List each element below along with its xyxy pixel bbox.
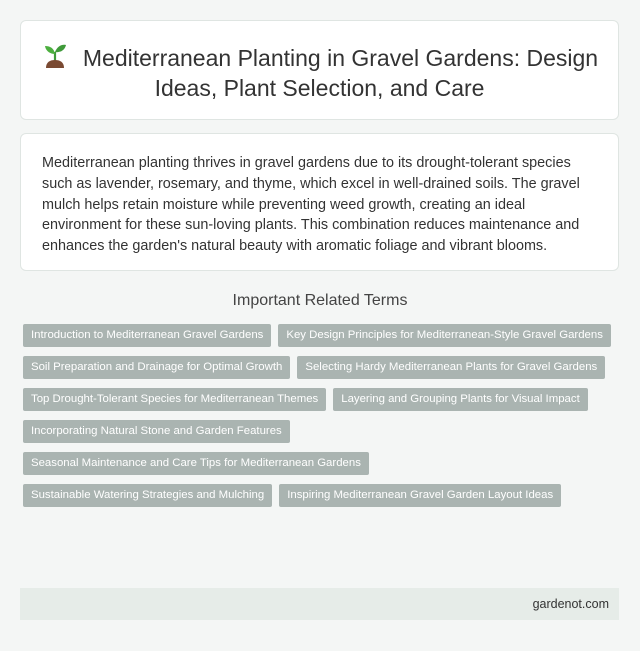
related-term-tag[interactable]: Introduction to Mediterranean Gravel Gardens (23, 324, 271, 347)
related-terms-list (23, 324, 623, 507)
sprout-icon (41, 43, 69, 69)
footer-site-link[interactable]: gardenot.com (532, 597, 609, 611)
related-term-tag[interactable]: Inspiring Mediterranean Gravel Garden Layout Ideas (279, 484, 561, 507)
related-term-tag[interactable]: Incorporating Natural Stone and Garden Features (23, 420, 290, 443)
summary-paragraph: Mediterranean planting thrives in gravel gardens due to its drought-tolerant species such as lavender, rosemary, and thyme, which excel in well-drained soils. The gravel mulch helps retain moisture while preventing weed growth, creating an ideal environment for these sun-loving plants. This combination reduces maintenance and enhances the garden's natural beauty with aromatic foliage and vibrant blooms. (42, 155, 580, 255)
related-terms-heading: Important Related Terms (232, 292, 408, 309)
related-term-tag[interactable]: Top Drought-Tolerant Species for Mediterranean Themes (23, 388, 326, 411)
related-term-tag[interactable]: Soil Preparation and Drainage for Optimal Growth (23, 356, 290, 379)
related-term-tag[interactable]: Layering and Grouping Plants for Visual Impact (333, 388, 588, 411)
summary-card (20, 133, 619, 271)
page-title (21, 43, 618, 103)
title-card (20, 20, 619, 120)
related-term-tag[interactable]: Sustainable Watering Strategies and Mulching (23, 484, 272, 507)
page-title-text: Mediterranean Planting in Gravel Gardens: Design Ideas, Plant Selection, and Care (82, 45, 599, 101)
footer (20, 588, 619, 620)
related-term-tag[interactable]: Key Design Principles for Mediterranean-Style Gravel Gardens (278, 324, 611, 347)
related-term-tag[interactable]: Selecting Hardy Mediterranean Plants for Gravel Gardens (297, 356, 605, 379)
related-term-tag[interactable]: Seasonal Maintenance and Care Tips for Mediterranean Gardens (23, 452, 369, 475)
